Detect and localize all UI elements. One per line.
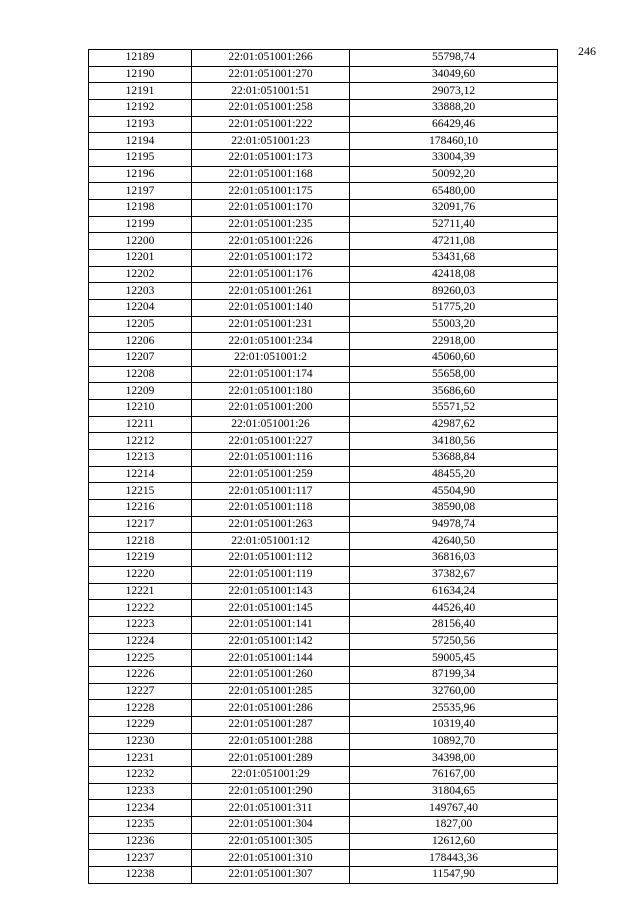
cadastral-number-cell: 22:01:051001:304 [192,816,350,833]
value-cell: 22918,00 [350,333,558,350]
row-number-cell: 12221 [89,583,192,600]
cadastral-number-cell: 22:01:051001:290 [192,783,350,800]
row-number-cell: 12204 [89,300,192,317]
row-number-cell: 12224 [89,633,192,650]
table-row [89,866,558,883]
row-number-cell: 12194 [89,133,192,150]
row-number-cell: 12234 [89,800,192,817]
row-number-cell: 12192 [89,100,192,117]
value-cell: 36816,03 [350,550,558,567]
cadastral-number-cell: 22:01:051001:26 [192,416,350,433]
row-number-cell: 12222 [89,600,192,617]
row-number-cell: 12211 [89,416,192,433]
row-number-cell: 12190 [89,66,192,83]
table-row [89,400,558,417]
value-cell: 42640,50 [350,533,558,550]
value-cell: 61634,24 [350,583,558,600]
cadastral-number-cell: 22:01:051001:260 [192,666,350,683]
cadastral-number-cell: 22:01:051001:170 [192,200,350,217]
cadastral-number-cell: 22:01:051001:286 [192,700,350,717]
cadastral-number-cell: 22:01:051001:227 [192,433,350,450]
row-number-cell: 12197 [89,183,192,200]
cadastral-number-cell: 22:01:051001:226 [192,233,350,250]
value-cell: 55571,52 [350,400,558,417]
row-number-cell: 12206 [89,333,192,350]
value-cell: 66429,46 [350,116,558,133]
value-cell: 45060,60 [350,350,558,367]
table-row [89,850,558,867]
cadastral-number-cell: 22:01:051001:2 [192,350,350,367]
value-cell: 52711,40 [350,216,558,233]
row-number-cell: 12220 [89,566,192,583]
cadastral-number-cell: 22:01:051001:289 [192,750,350,767]
row-number-cell: 12238 [89,866,192,883]
row-number-cell: 12227 [89,683,192,700]
table-row [89,250,558,267]
value-cell: 53431,68 [350,250,558,267]
row-number-cell: 12191 [89,83,192,100]
table-row [89,816,558,833]
row-number-cell: 12230 [89,733,192,750]
cadastral-number-cell: 22:01:051001:305 [192,833,350,850]
table-row [89,300,558,317]
value-cell: 45504,90 [350,483,558,500]
row-number-cell: 12236 [89,833,192,850]
cadastral-number-cell: 22:01:051001:144 [192,650,350,667]
cadastral-number-cell: 22:01:051001:263 [192,516,350,533]
value-cell: 94978,74 [350,516,558,533]
table-row [89,800,558,817]
cadastral-number-cell: 22:01:051001:172 [192,250,350,267]
cadastral-number-cell: 22:01:051001:261 [192,283,350,300]
table-row [89,83,558,100]
table-row [89,716,558,733]
cadastral-number-cell: 22:01:051001:29 [192,766,350,783]
row-number-cell: 12214 [89,466,192,483]
table-row [89,166,558,183]
table-row [89,233,558,250]
cadastral-number-cell: 22:01:051001:173 [192,150,350,167]
cadastral-number-cell: 22:01:051001:266 [192,50,350,67]
cadastral-number-cell: 22:01:051001:12 [192,533,350,550]
cadastral-number-cell: 22:01:051001:270 [192,66,350,83]
table-row [89,133,558,150]
row-number-cell: 12219 [89,550,192,567]
cadastral-number-cell: 22:01:051001:200 [192,400,350,417]
value-cell: 25535,96 [350,700,558,717]
row-number-cell: 12218 [89,533,192,550]
cadastral-number-cell: 22:01:051001:259 [192,466,350,483]
row-number-cell: 12198 [89,200,192,217]
value-cell: 29073,12 [350,83,558,100]
row-number-cell: 12225 [89,650,192,667]
table-row [89,216,558,233]
table-row [89,350,558,367]
value-cell: 34398,00 [350,750,558,767]
row-number-cell: 12207 [89,350,192,367]
value-cell: 59005,45 [350,650,558,667]
table-row [89,500,558,517]
value-cell: 33004,39 [350,150,558,167]
table-row [89,466,558,483]
table-row [89,450,558,467]
cadastral-number-cell: 22:01:051001:310 [192,850,350,867]
table-row [89,833,558,850]
row-number-cell: 12210 [89,400,192,417]
value-cell: 89260,03 [350,283,558,300]
value-cell: 65480,00 [350,183,558,200]
row-number-cell: 12223 [89,616,192,633]
table-row [89,533,558,550]
table-row [89,766,558,783]
row-number-cell: 12237 [89,850,192,867]
cadastral-number-cell: 22:01:051001:143 [192,583,350,600]
table-row [89,633,558,650]
row-number-cell: 12215 [89,483,192,500]
cadastral-number-cell: 22:01:051001:180 [192,383,350,400]
table-row [89,666,558,683]
page-number: 246 [578,44,596,58]
table-row [89,516,558,533]
value-cell: 44526,40 [350,600,558,617]
value-cell: 11547,90 [350,866,558,883]
value-cell: 47211,08 [350,233,558,250]
value-cell: 53688,84 [350,450,558,467]
row-number-cell: 12226 [89,666,192,683]
table-row [89,566,558,583]
value-cell: 12612,60 [350,833,558,850]
value-cell: 51775,20 [350,300,558,317]
row-number-cell: 12196 [89,166,192,183]
row-number-cell: 12200 [89,233,192,250]
table-row [89,200,558,217]
row-number-cell: 12228 [89,700,192,717]
table-row [89,116,558,133]
row-number-cell: 12229 [89,716,192,733]
table-row [89,100,558,117]
row-number-cell: 12209 [89,383,192,400]
table-row [89,483,558,500]
table-row [89,616,558,633]
cadastral-number-cell: 22:01:051001:235 [192,216,350,233]
cadastral-number-cell: 22:01:051001:118 [192,500,350,517]
table-row [89,683,558,700]
value-cell: 32760,00 [350,683,558,700]
table-row [89,183,558,200]
cadastral-number-cell: 22:01:051001:231 [192,316,350,333]
cadastral-number-cell: 22:01:051001:174 [192,366,350,383]
cadastral-number-cell: 22:01:051001:112 [192,550,350,567]
row-number-cell: 12216 [89,500,192,517]
row-number-cell: 12205 [89,316,192,333]
value-cell: 42987,62 [350,416,558,433]
table-row [89,66,558,83]
value-cell: 33888,20 [350,100,558,117]
value-cell: 178460,10 [350,133,558,150]
cadastral-number-cell: 22:01:051001:311 [192,800,350,817]
registry-table-body [89,50,558,884]
row-number-cell: 12232 [89,766,192,783]
cadastral-number-cell: 22:01:051001:23 [192,133,350,150]
table-row [89,783,558,800]
value-cell: 149767,40 [350,800,558,817]
cadastral-number-cell: 22:01:051001:258 [192,100,350,117]
cadastral-number-cell: 22:01:051001:51 [192,83,350,100]
registry-table [88,49,558,884]
table-row [89,366,558,383]
value-cell: 87199,34 [350,666,558,683]
value-cell: 55658,00 [350,366,558,383]
row-number-cell: 12193 [89,116,192,133]
value-cell: 38590,08 [350,500,558,517]
row-number-cell: 12202 [89,266,192,283]
cadastral-number-cell: 22:01:051001:234 [192,333,350,350]
value-cell: 57250,56 [350,633,558,650]
row-number-cell: 12235 [89,816,192,833]
table-row [89,550,558,567]
value-cell: 34180,56 [350,433,558,450]
table-row [89,283,558,300]
value-cell: 28156,40 [350,616,558,633]
cadastral-number-cell: 22:01:051001:307 [192,866,350,883]
table-row [89,583,558,600]
value-cell: 50092,20 [350,166,558,183]
value-cell: 76167,00 [350,766,558,783]
table-row [89,700,558,717]
row-number-cell: 12231 [89,750,192,767]
table-row [89,316,558,333]
value-cell: 42418,08 [350,266,558,283]
value-cell: 1827,00 [350,816,558,833]
value-cell: 10892,70 [350,733,558,750]
table-row [89,433,558,450]
value-cell: 32091,76 [350,200,558,217]
value-cell: 178443,36 [350,850,558,867]
value-cell: 48455,20 [350,466,558,483]
cadastral-number-cell: 22:01:051001:175 [192,183,350,200]
row-number-cell: 12233 [89,783,192,800]
cadastral-number-cell: 22:01:051001:168 [192,166,350,183]
cadastral-number-cell: 22:01:051001:140 [192,300,350,317]
value-cell: 34049,60 [350,66,558,83]
cadastral-number-cell: 22:01:051001:288 [192,733,350,750]
value-cell: 37382,67 [350,566,558,583]
row-number-cell: 12189 [89,50,192,67]
row-number-cell: 12212 [89,433,192,450]
table-row [89,416,558,433]
table-row [89,150,558,167]
row-number-cell: 12203 [89,283,192,300]
cadastral-number-cell: 22:01:051001:116 [192,450,350,467]
cadastral-number-cell: 22:01:051001:117 [192,483,350,500]
row-number-cell: 12208 [89,366,192,383]
cadastral-number-cell: 22:01:051001:119 [192,566,350,583]
row-number-cell: 12217 [89,516,192,533]
table-row [89,266,558,283]
row-number-cell: 12201 [89,250,192,267]
cadastral-number-cell: 22:01:051001:176 [192,266,350,283]
value-cell: 55003,20 [350,316,558,333]
value-cell: 55798,74 [350,50,558,67]
row-number-cell: 12195 [89,150,192,167]
table-row [89,733,558,750]
value-cell: 31804,65 [350,783,558,800]
table-row [89,600,558,617]
row-number-cell: 12213 [89,450,192,467]
cadastral-number-cell: 22:01:051001:222 [192,116,350,133]
cadastral-number-cell: 22:01:051001:145 [192,600,350,617]
cadastral-number-cell: 22:01:051001:285 [192,683,350,700]
value-cell: 10319,40 [350,716,558,733]
cadastral-number-cell: 22:01:051001:141 [192,616,350,633]
cadastral-number-cell: 22:01:051001:287 [192,716,350,733]
table-row [89,650,558,667]
cadastral-number-cell: 22:01:051001:142 [192,633,350,650]
table-row [89,333,558,350]
table-row [89,50,558,67]
row-number-cell: 12199 [89,216,192,233]
table-row [89,750,558,767]
value-cell: 35686,60 [350,383,558,400]
table-row [89,383,558,400]
